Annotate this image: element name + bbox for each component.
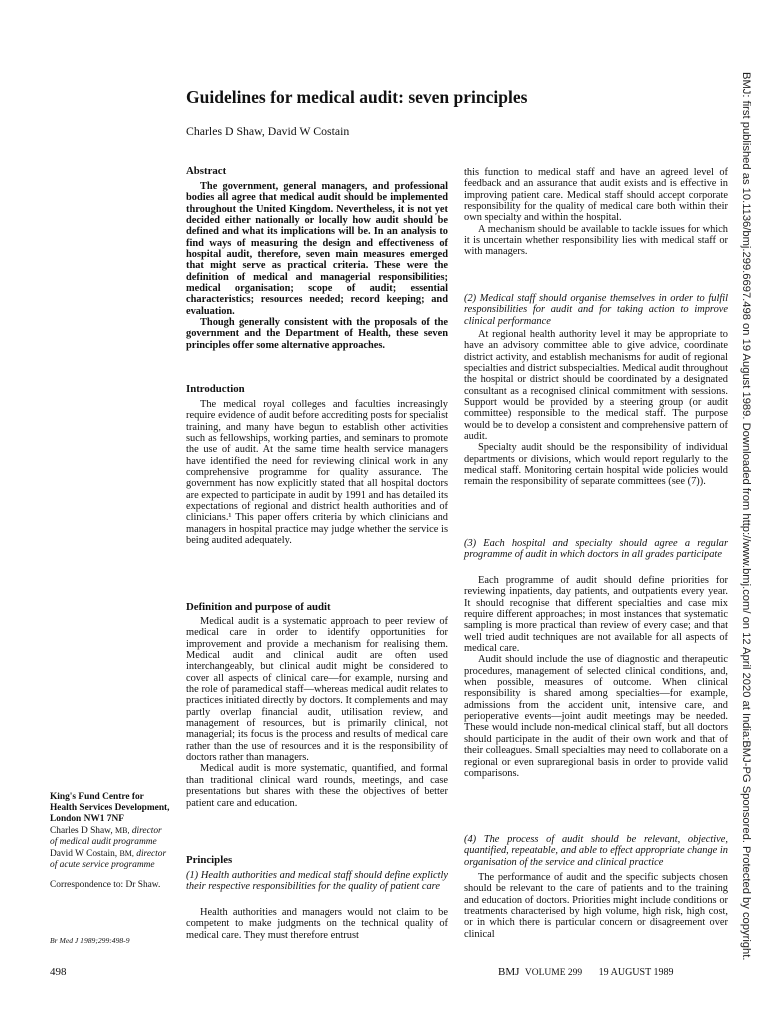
principle-2-paragraph-a: At regional health authority level it may be appropriate to have an advisory committee able to give advice, coordinate district activity, and establish mechanisms for audit of regional specialties and district subspecialties. Medical audit throughout the hospital or district should be coordinated by a designated consultant as a recognised clinical commitment with sessions. Support would be provided by a steering group (or audit committee) responsible to the medical staff. The purpose would be to develop a consistent and comprehensive pattern of audit. (464, 329, 728, 443)
author-1-role: director of medical audit programme (50, 826, 162, 847)
author-2-role: director of acute service programme (50, 849, 167, 870)
affiliation: King's Fund Centre for Health Services Development, London NW1 7NF (50, 792, 170, 824)
definition-heading: Definition and purpose of audit (186, 601, 331, 613)
abstract-heading: Abstract (186, 165, 227, 177)
journal-name: BMJ (498, 966, 520, 978)
principle-3-body (464, 575, 728, 779)
journal-date: 19 AUGUST 1989 (598, 967, 674, 978)
definition-paragraph-1: Medical audit is a systematic approach to peer review of medical care in order to identify opportunities for improvement and provide a mechanism for realising them. Medical audit and clinical audit are often used interchangeably, but clinical audit might be considered to cover all aspects of clinical care—for example, nursing and the role of paramedical staff—whereas medical audit relates to practices initiated directly by doctors. It complements and may partly overlap financial audit, utilisation review, and management of resources, but is primarily clinical, not managerial; its focus is the process and results of medical care rather than the use of resources and it is the responsibility of doctors rather than managers. (186, 616, 448, 764)
principle-1-continued: this function to medical staff and have an agreed level of feedback and an assurance that audit exists and is effective in improving patient care. Medical staff should accept corporate responsibility for the quality of medical care both within their own specialty and within the hospital. (464, 167, 728, 224)
abstract-paragraph-1: The government, general managers, and professional bodies all agree that medical audit should be implemented throughout the United Kingdom. Nevertheless, it is not yet decided either nationally or locally how audit should be defined and what its implications will be. In an analysis to find ways of measuring the design and effectiveness of hospital audit, therefore, seven main measures emerged that might serve as practical criteria. These were the definition of medical and managerial responsibilities; medical organisation; scope of audit; essential characteristics; resources needed; record keeping; and evaluation. (186, 181, 448, 317)
author-sidebar (50, 792, 170, 891)
principle-1-paragraph: Health authorities and managers would not claim to be competent to make judgments on the technical quality of medical care. They must therefore entrust (186, 907, 448, 941)
principle-2-paragraph-b: Specialty audit should be the responsibility of individual departments or divisions, which would report regularly to the medical staff. Monitoring certain hospital wide policies would remain the responsibility of separate committees (see (7)). (464, 442, 728, 488)
correspondence: Correspondence to: Dr Shaw. (50, 880, 161, 890)
author-1-name: Charles D Shaw, (50, 826, 113, 836)
author-2-info (50, 848, 170, 871)
principles-heading: Principles (186, 854, 233, 866)
abstract-body (186, 181, 448, 351)
principle-4-paragraph-a: The performance of audit and the specific subjects chosen should be relevant to the care of patients and to the training and education of doctors. Priorities might include conditions or treatments characterised by high volume, high risk, high cost, or in which there is particular concern or disagreement over clinical (464, 872, 728, 940)
principle-1-body (186, 907, 448, 941)
author-1-degree: MB, (115, 826, 130, 835)
definition-body (186, 616, 448, 809)
page-number: 498 (50, 966, 67, 978)
principle-2-heading: (2) Medical staff should organise themselves in order to fulfil responsibilities for audit and for taking action to improve clinical performance (464, 293, 728, 327)
column-b-continuation (464, 167, 728, 258)
author-2-name: David W Costain, (50, 849, 118, 859)
principle-1-heading: (1) Health authorities and medical staff should define explictly their respective responsibilities for the quality of patient care (186, 870, 448, 893)
principle-4-body (464, 872, 728, 940)
principle-4-heading: (4) The process of audit should be relevant, objective, quantified, repeatable, and able to effect appropriate change in organisation of the service and clinical practice (464, 834, 728, 868)
introduction-heading: Introduction (186, 383, 245, 395)
download-copyright-text: BMJ: first published as 10.1136/bmj.299.6697.498 on 19 August 1989. Downloaded from http://www.bmj.com/ on 12 April 2020 at India:BMJ-PG Sponsored. Protected by copyright. (740, 72, 752, 961)
author-2-degree: BM, (119, 849, 134, 858)
principle-3-heading: (3) Each hospital and specialty should agree a regular programme of audit in which doctors in all grades participate (464, 538, 728, 561)
article-title: Guidelines for medical audit: seven principles (186, 87, 528, 107)
author-1-info (50, 825, 170, 848)
definition-paragraph-2: Medical audit is more systematic, quantified, and formal than traditional clinical ward rounds, meetings, and case presentations but shares with these the objectives of better patient care and education. (186, 763, 448, 809)
introduction-paragraph-1: The medical royal colleges and faculties increasingly require evidence of audit before accrediting posts for specialist training, and many have begun to establish other activities such as fellowships, working parties, and seminars to promote the use of audit. At the same time health service managers have identified the need for reviewing clinical work in any comprehensive programme for quality assurance. The government has now explicitly stated that all hospital doctors are expected to participate in audit by 1991 and has detailed its expectations of regional and district health authorities and of clinicians.¹ This paper offers criteria by which clinicians and managers in hospital practice may judge whether the service is being audited adequately. (186, 399, 448, 547)
introduction-body (186, 399, 448, 546)
principle-2-body (464, 329, 728, 488)
citation: Br Med J 1989;299:498-9 (50, 936, 130, 945)
principle-3-paragraph-a: Each programme of audit should define priorities for reviewing inpatients, day patients, and outpatients every year. It should recognise that different specialties and case mix require different approaches; in most instances that systematic sampling is more practical than review of every case; and that well tried audit techniques are not available for all aspects of medical care. (464, 575, 728, 655)
journal-footer (498, 966, 674, 978)
abstract-paragraph-2: Though generally consistent with the proposals of the government and the Department of Health, these seven principles offer some alternative approaches. (186, 317, 448, 351)
download-copyright-note (736, 72, 756, 961)
journal-volume: VOLUME 299 (524, 968, 583, 978)
principle-1-paragraph-b: A mechanism should be available to tackle issues for which it is uncertain whether responsibility lies with medical staff or with managers. (464, 223, 728, 258)
article-authors: Charles D Shaw, David W Costain (186, 124, 350, 138)
principle-3-paragraph-b: Audit should include the use of diagnostic and therapeutic procedures, management of selected clinical conditions, and, when possible, measures of outcome. When clinical responsibility is shared among specialties—for example, admissions from the accident unit, intensive care, and perioperative events—joint audit meetings may be needed. These would include non-medical clinical staff, but all doctors should participate in the audit of their own work and that of their colleagues. Small specialties may need to collaborate on a regional or even supraregional basis in order to provide valid comparisons. (464, 654, 728, 779)
